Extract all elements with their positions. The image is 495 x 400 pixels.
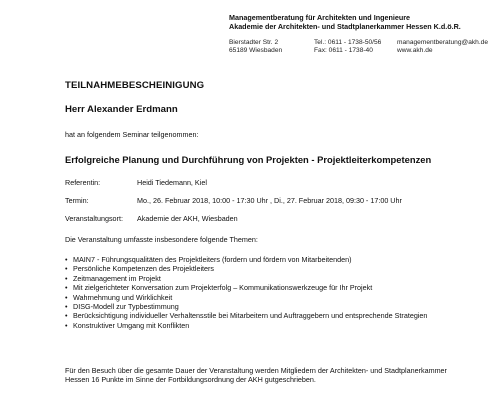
speaker-label: Referentin: — [65, 178, 101, 187]
phone-number: Tel.: 0611 - 1738-50/56 — [314, 39, 382, 46]
list-item — [65, 283, 460, 292]
topic-text: MAIN7 - Führungsqualitäten des Projektleiters (fordern und fördern von Mitarbeitenden) — [73, 255, 352, 264]
bullet-icon: • — [65, 320, 68, 330]
recipient-name: Herr Alexander Erdmann — [65, 104, 178, 115]
certificate-heading: TEILNAHMEBESCHEINIGUNG — [65, 80, 205, 91]
venue-value: Akademie der AKH, Wiesbaden — [137, 214, 238, 223]
organization-name: Managementberatung für Architekten und Ingenieure — [229, 13, 411, 22]
topic-text: Wahrnehmung und Wirklichkeit — [73, 292, 173, 302]
list-item — [65, 264, 460, 273]
address-city: 65189 Wiesbaden — [229, 47, 283, 54]
bullet-icon: • — [65, 273, 68, 283]
topics-list — [65, 255, 460, 330]
bullet-icon: • — [65, 264, 68, 274]
date-label: Termin: — [65, 196, 89, 205]
fax-number: Fax: 0611 - 1738-40 — [314, 47, 373, 54]
bullet-icon: • — [65, 255, 68, 264]
address-street: Bierstadter Str. 2 — [229, 39, 279, 46]
list-item — [65, 311, 460, 320]
list-item — [65, 302, 460, 311]
date-value: Mo., 26. Februar 2018, 10:00 - 17:30 Uhr , Di., 27. Februar 2018, 09:30 - 17:00 Uhr — [137, 196, 402, 205]
seminar-title: Erfolgreiche Planung und Durchführung von Projekten - Projektleiterkompetenzen — [65, 154, 432, 165]
topics-intro: Die Veranstaltung umfasste insbesondere folgende Themen: — [65, 235, 258, 244]
list-item — [65, 321, 460, 330]
speaker-value: Heidi Tiedemann, Kiel — [137, 178, 207, 187]
email-address: managementberatung@akh.de — [397, 39, 489, 46]
topic-text: Zeitmanagement im Projekt — [73, 273, 161, 283]
credit-points-statement: Für den Besuch über die gesamte Dauer der Veranstaltung werden Mitgliedern der Architekten- und Stadtplanerkammer Hessen 16 Punkte im Sinne der Fortbildungsordnung der AKH gutgeschrieben. — [65, 366, 447, 385]
topic-text: Berücksichtigung individueller Verhaltensstile bei Mitarbeitern und Auftraggebern und entsprechende Strategien — [73, 311, 428, 321]
list-item — [65, 255, 460, 264]
list-item — [65, 293, 460, 302]
bullet-icon: • — [65, 283, 68, 293]
participation-statement: hat an folgendem Seminar teilgenommen: — [65, 130, 199, 139]
bullet-icon: • — [65, 302, 68, 312]
topic-text: DISG-Modell zur Typbestimmung — [73, 302, 179, 312]
topic-text: Mit zielgerichteter Konversation zum Projekterfolg – Kommunikationswerkzeuge für Ihr Projekt — [73, 283, 373, 293]
bullet-icon: • — [65, 311, 68, 321]
venue-label: Veranstaltungsort: — [65, 214, 123, 223]
topic-text: Konstruktiver Umgang mit Konflikten — [73, 320, 190, 330]
website: www.akh.de — [397, 47, 433, 54]
organization-subtitle: Akademie der Architekten- und Stadtplanerkammer Hessen K.d.ö.R. — [229, 22, 461, 31]
bullet-icon: • — [65, 292, 68, 302]
list-item — [65, 274, 460, 283]
topic-text: Persönliche Kompetenzen des Projektleiters — [73, 264, 215, 274]
